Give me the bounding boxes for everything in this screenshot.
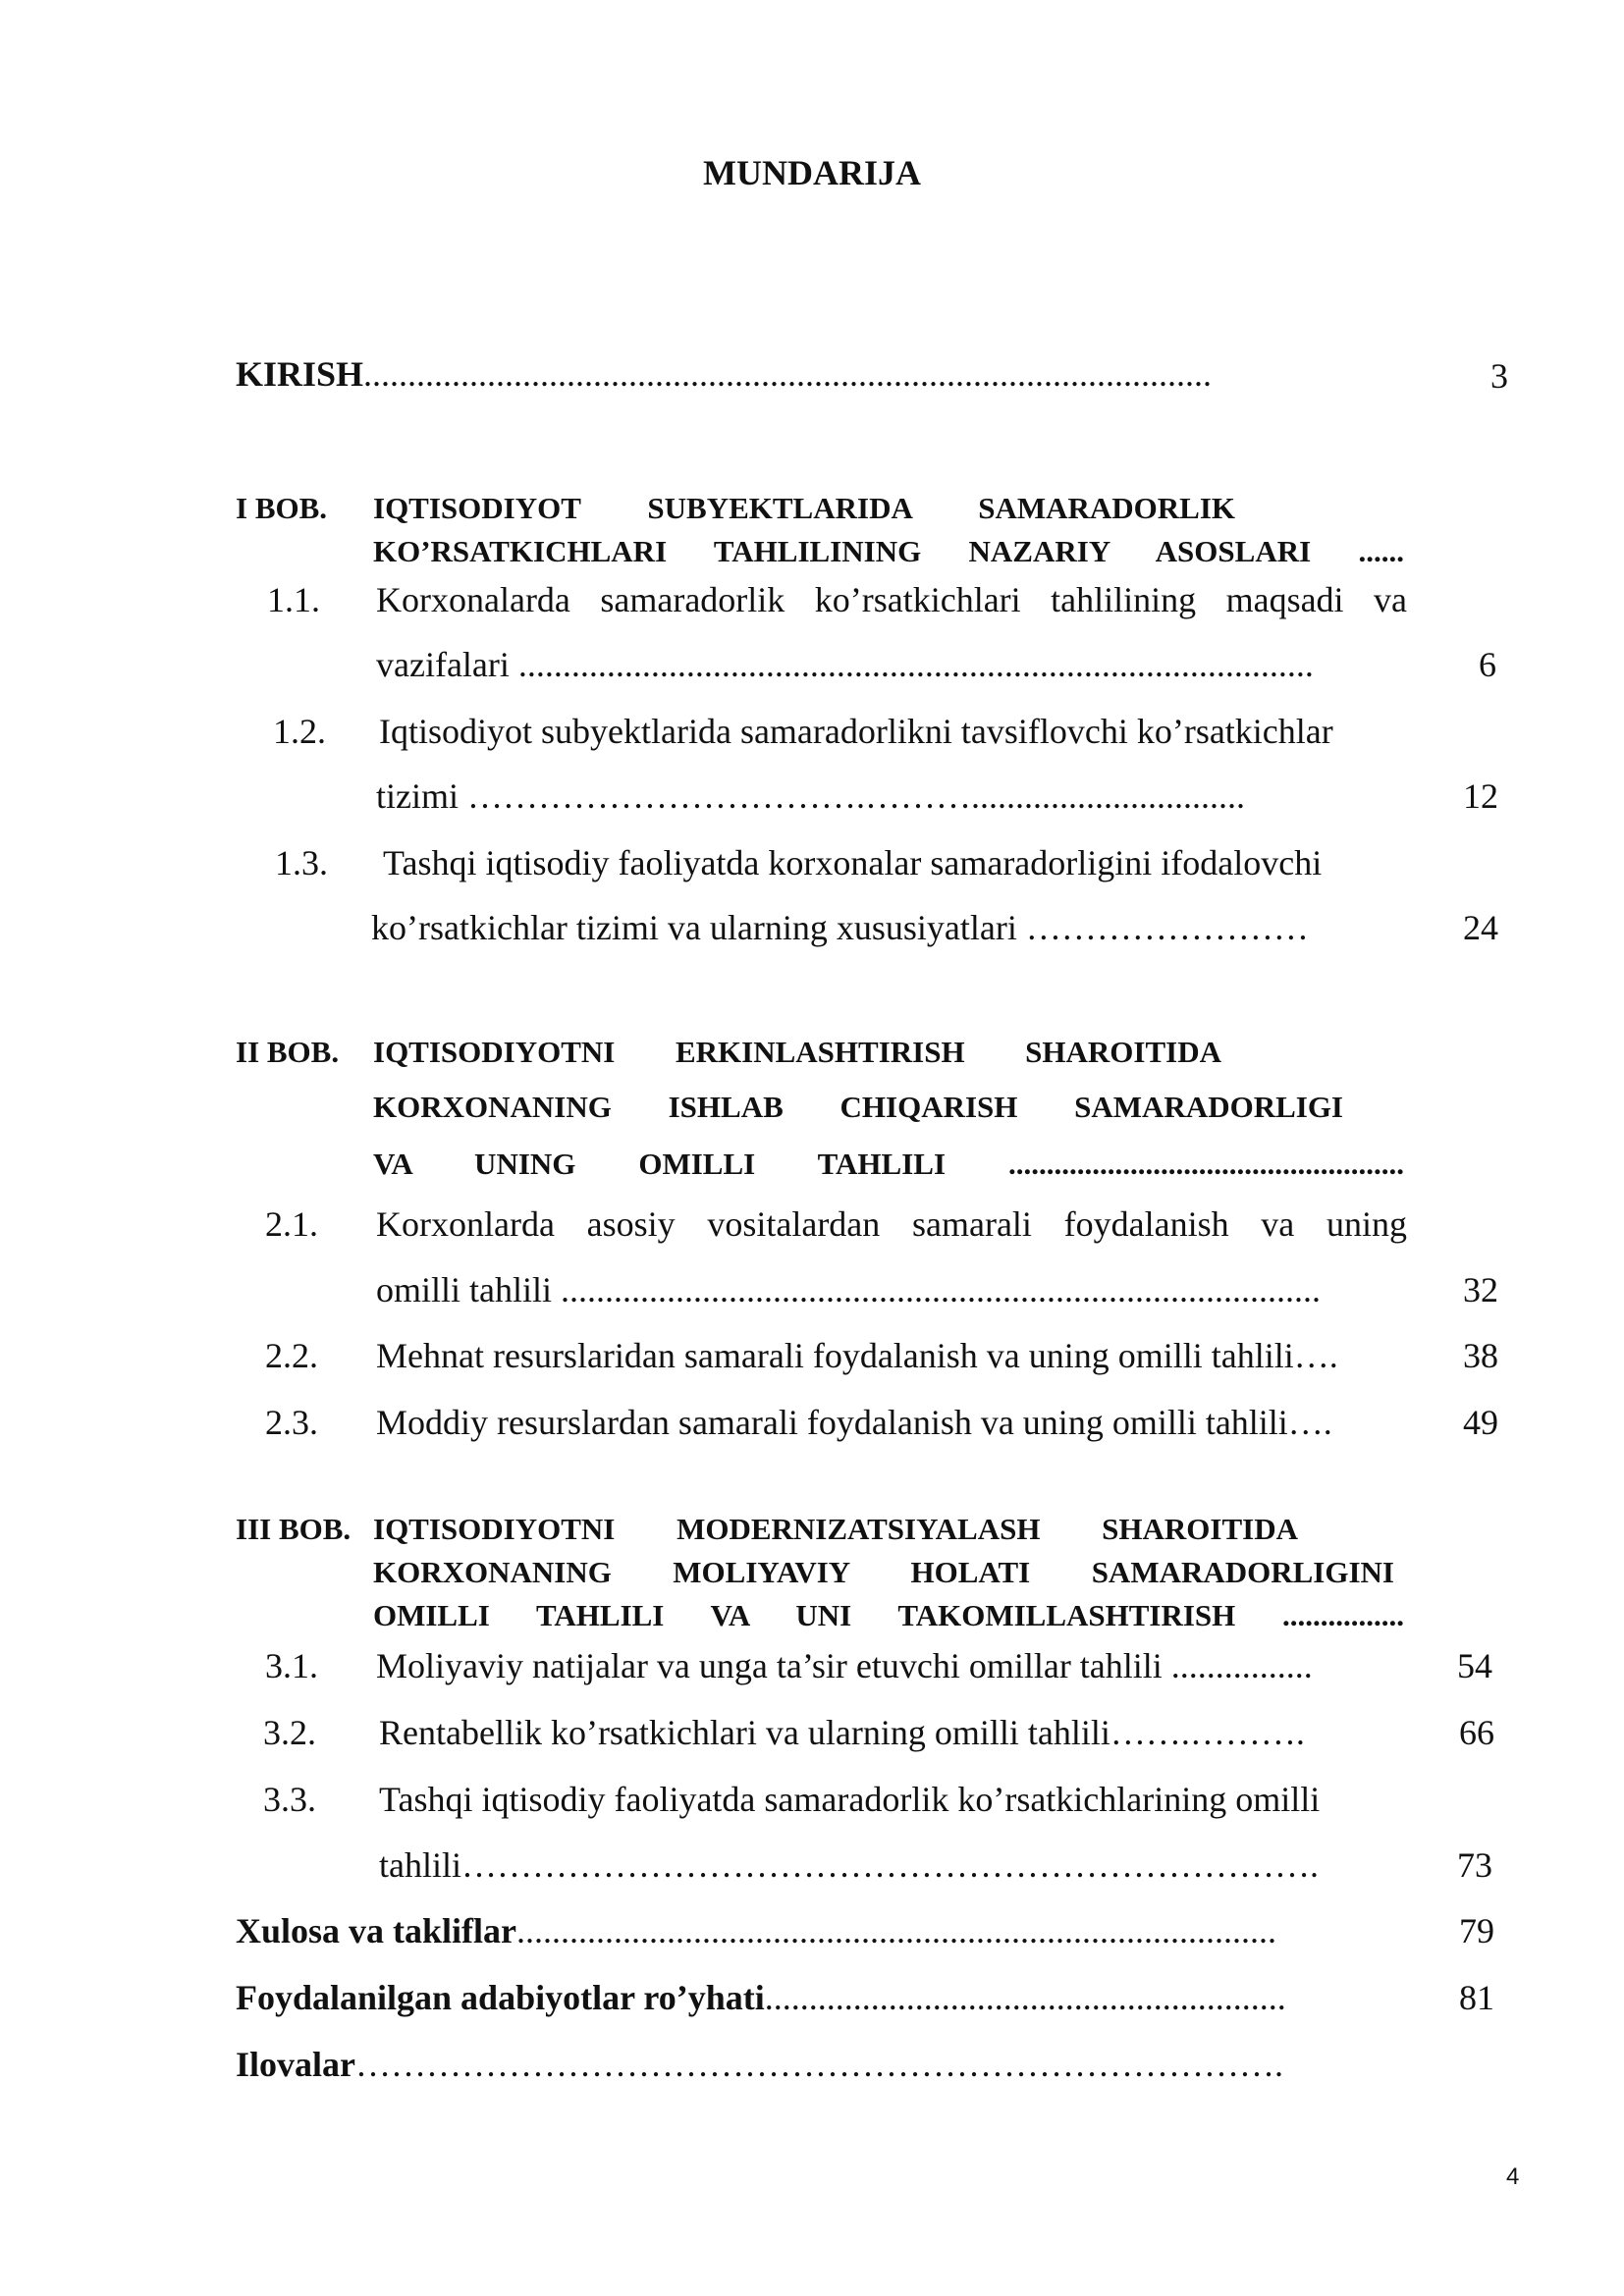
toc-entry-xulosa[interactable] [236, 1910, 1276, 1951]
toc-page-number: 12 [1463, 776, 1498, 816]
page-number: 4 [1506, 2163, 1520, 2190]
chapter-title-line[interactable]: KO’RSATKICHLARI TAHLILINING NAZARIY ASOSLARI ...... [373, 534, 1404, 568]
toc-page-number: 3 [1490, 356, 1508, 396]
toc-page-number: 32 [1463, 1270, 1498, 1309]
toc-page-number: 54 [1457, 1646, 1492, 1685]
section-title[interactable]: Rentabellik ko’rsatkichlari va ularning omilli tahlili…….………. [379, 1713, 1305, 1752]
section-title[interactable]: Iqtisodiyot subyektlarida samaradorlikni tavsiflovchi ko’rsatkichlar [379, 712, 1333, 751]
chapter-label: III BOB. [236, 1512, 352, 1546]
section-title-cont[interactable]: tahlili………………………………………………………………. [379, 1845, 1319, 1885]
section-title[interactable]: Moddiy resurslardan samarali foydalanish va uning omilli tahlili…. [376, 1403, 1332, 1442]
section-title-cont[interactable]: tizimi …………………………….………............................... [376, 776, 1245, 816]
toc-page-number: 49 [1463, 1403, 1498, 1442]
section-title-cont[interactable]: ko’rsatkichlar tizimi va ularning xususiyatlari …………………… [371, 908, 1309, 947]
section-number: 1.1. [267, 580, 320, 619]
toc-entry-adabiyotlar[interactable] [236, 1977, 1286, 2018]
page-title: MUNDARIJA [703, 153, 921, 192]
section-title-cont[interactable]: omilli tahlili ...................................................................................... [376, 1270, 1321, 1309]
toc-entry-ilovalar[interactable] [236, 2044, 1283, 2085]
section-title[interactable]: Korxonlarda asosiy vositalardan samarali foydalanish va uning [376, 1204, 1407, 1244]
toc-entry-kirish[interactable] [236, 353, 1212, 395]
section-number: 3.2. [263, 1713, 316, 1752]
toc-leader-dots: ........................................................... [764, 1978, 1286, 2017]
section-number: 2.3. [265, 1403, 318, 1442]
toc-page-number: 38 [1463, 1336, 1498, 1375]
section-title[interactable]: Korxonalarda samaradorlik ko’rsatkichlari tahlilining maqsadi va [376, 580, 1407, 619]
section-number: 1.2. [273, 712, 326, 751]
toc-label: Xulosa va takliflar [236, 1911, 517, 1950]
section-number: 2.1. [265, 1204, 318, 1244]
section-title[interactable]: Tashqi iqtisodiy faoliyatda samaradorlik ko’rsatkichlarining omilli [379, 1780, 1321, 1819]
section-title[interactable]: Tashqi iqtisodiy faoliyatda korxonalar samaradorligini ifodalovchi [383, 843, 1323, 882]
chapter-title-line[interactable]: IQTISODIYOTNI ERKINLASHTIRISH SHAROITIDA [373, 1035, 1221, 1069]
chapter-label: I BOB. [236, 491, 328, 525]
toc-label: Ilovalar [236, 2045, 355, 2084]
chapter-title-line[interactable]: IQTISODIYOT SUBYEKTLARIDA SAMARADORLIK [373, 491, 1235, 525]
section-title-cont[interactable]: vazifalari .......................................................................................... [376, 645, 1314, 684]
chapter-title-line[interactable]: KORXONANING ISHLAB CHIQARISH SAMARADORLIGI [373, 1090, 1343, 1124]
section-title[interactable]: Mehnat resurslaridan samarali foydalanish va uning omilli tahlili…. [376, 1336, 1338, 1375]
toc-leader-dots: ................................................................................................ [363, 354, 1213, 394]
section-title[interactable]: Moliyaviy natijalar va unga ta’sir etuvchi omillar tahlili ................ [376, 1646, 1313, 1685]
toc-label: KIRISH [236, 354, 364, 394]
section-number: 3.3. [263, 1780, 316, 1819]
chapter-title-line[interactable]: IQTISODIYOTNI MODERNIZATSIYALASH SHAROITIDA [373, 1512, 1298, 1546]
toc-page-number: 73 [1457, 1845, 1492, 1885]
chapter-title-line[interactable]: OMILLI TAHLILI VA UNI TAKOMILLASHTIRISH ................ [373, 1598, 1404, 1632]
section-number: 3.1. [265, 1646, 318, 1685]
toc-leader-dots: ...................................................................................... [516, 1911, 1277, 1950]
chapter-title-line[interactable]: VA UNING OMILLI TAHLILI .................................................... [373, 1147, 1404, 1181]
toc-label: Foydalanilgan adabiyotlar ro’yhati [236, 1978, 765, 2017]
section-number: 2.2. [265, 1336, 318, 1375]
toc-page-number: 24 [1463, 908, 1498, 947]
chapter-label: II BOB. [236, 1035, 340, 1069]
toc-page-number: 81 [1459, 1978, 1494, 2017]
toc-page-number: 66 [1459, 1713, 1494, 1752]
toc-page-number: 79 [1459, 1911, 1494, 1950]
section-number: 1.3. [275, 843, 328, 882]
toc-leader-dots: ……………………………………………………………………. [355, 2045, 1283, 2084]
chapter-title-line[interactable]: KORXONANING MOLIYAVIY HOLATI SAMARADORLIGINI [373, 1555, 1394, 1589]
toc-page-number: 6 [1479, 645, 1496, 684]
